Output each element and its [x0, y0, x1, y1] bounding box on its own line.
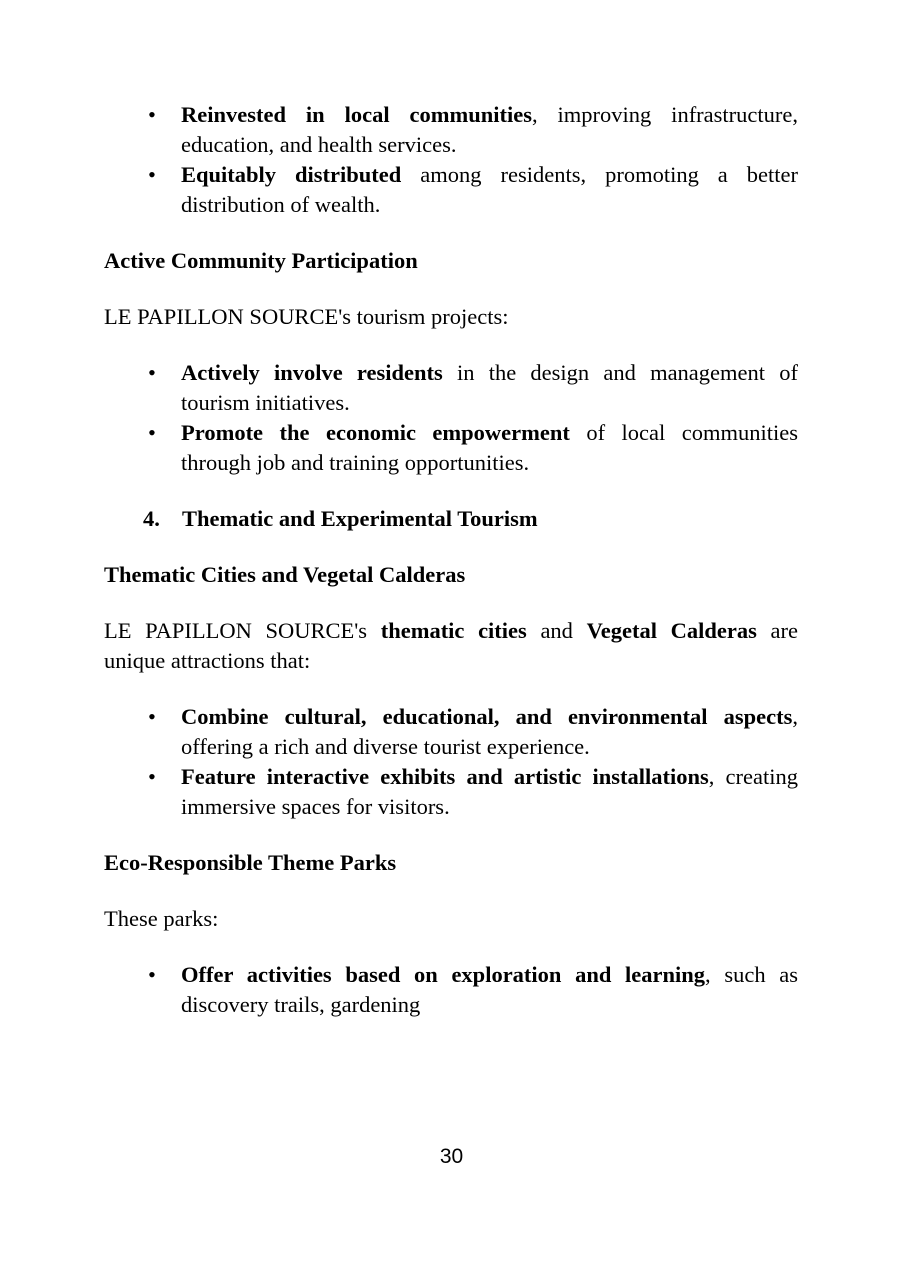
list-item-lead: Actively involve residents: [181, 360, 443, 385]
paragraph-bold-thematic-cities: thematic cities: [380, 618, 527, 643]
paragraph-text-part2: and: [526, 618, 587, 643]
bullet-list-thematic: [104, 702, 798, 822]
list-item: [104, 160, 798, 220]
bullet-icon: •: [148, 162, 156, 187]
list-item-lead: Equitably distributed: [181, 162, 402, 187]
list-item-lead: Offer activities based on exploration and learning: [181, 962, 706, 987]
bullet-icon: •: [148, 102, 156, 127]
paragraph-bold-vegetal-calderas: Vegetal Calderas: [586, 618, 757, 643]
section-number: 4.: [143, 506, 160, 531]
list-item-lead: Feature interactive exhibits and artistic installations: [181, 764, 709, 789]
list-item-text: , such as discovery trails, gardening: [181, 962, 798, 1017]
section-heading-eco-parks: Eco-Responsible Theme Parks: [104, 850, 397, 875]
bullet-list-reinvestment: [104, 100, 798, 220]
list-item: [104, 358, 798, 418]
list-item-text: among residents, promoting a better distribution of wealth.: [181, 162, 798, 217]
bullet-icon: •: [148, 420, 156, 445]
paragraph-these-parks: These parks:: [104, 906, 219, 931]
list-item: [104, 100, 798, 160]
bullet-list-participation: [104, 358, 798, 478]
paragraph-text-part1: LE PAPILLON SOURCE's: [104, 618, 381, 643]
page-content: [104, 100, 798, 1046]
list-item-lead: Reinvested in local communities: [181, 102, 532, 127]
list-item-text: , creating immersive spaces for visitors.: [181, 764, 798, 819]
list-item: [104, 702, 798, 762]
bullet-icon: •: [148, 962, 156, 987]
bullet-list-eco-activities: [104, 960, 798, 1020]
paragraph-tourism-projects: LE PAPILLON SOURCE's tourism projects:: [104, 304, 509, 329]
paragraph-thematic-intro: [104, 616, 798, 676]
page-number: 30: [439, 1145, 464, 1168]
list-item-lead: Promote the economic empowerment: [181, 420, 570, 445]
bullet-icon: •: [148, 764, 156, 789]
list-item-text: , offering a rich and diverse tourist experience.: [181, 704, 798, 759]
list-item: [104, 960, 798, 1020]
numbered-section-heading: [143, 504, 798, 534]
section-heading-thematic-cities: Thematic Cities and Vegetal Calderas: [104, 562, 466, 587]
list-item: [104, 418, 798, 478]
list-item-lead: Combine cultural, educational, and environmental aspects: [181, 704, 793, 729]
list-item-text: , improving infrastructure, education, and health services.: [181, 102, 799, 157]
list-item: [104, 762, 798, 822]
bullet-icon: •: [148, 360, 156, 385]
paragraph-text-part3: are unique attractions that:: [104, 618, 798, 673]
bullet-icon: •: [148, 704, 156, 729]
section-heading-active-community: Active Community Participation: [104, 248, 418, 273]
section-title: Thematic and Experimental Tourism: [182, 506, 538, 531]
list-item-text: in the design and management of tourism initiatives.: [181, 360, 798, 415]
list-item-text: of local communities through job and training opportunities.: [181, 420, 798, 475]
